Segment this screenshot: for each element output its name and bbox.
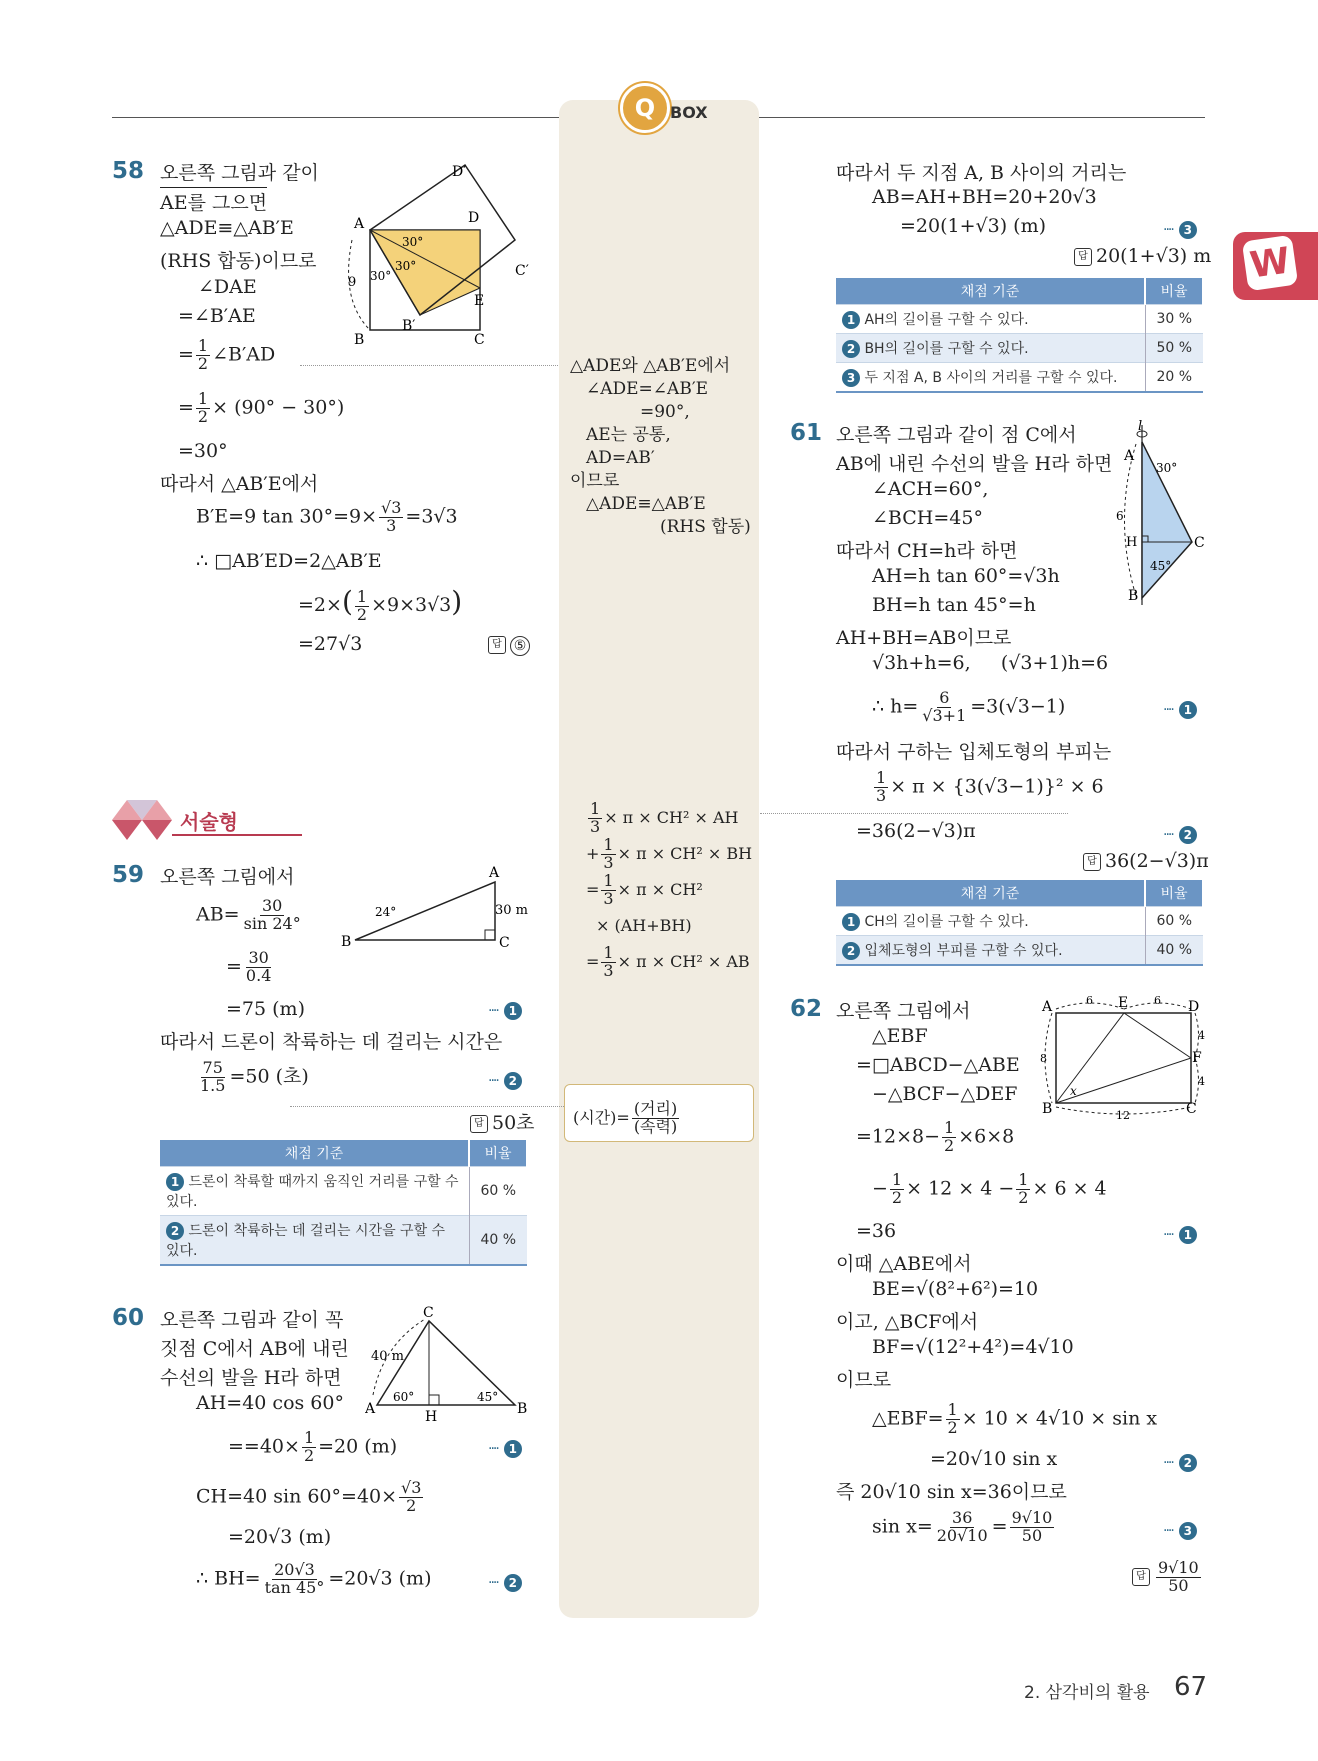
p61-line: 따라서 구하는 입체도형의 부피는 <box>836 741 1112 763</box>
fig-label: 8 <box>1040 1052 1047 1065</box>
essay-icon <box>112 800 172 840</box>
fig-label: B <box>517 1401 528 1417</box>
leader-line <box>300 365 558 366</box>
qbox-logo <box>620 83 670 133</box>
answer-icon: 답 <box>1083 853 1101 871</box>
p60-line: CH=40 sin 60°=40× $\frac{√3}{2}$ <box>196 1478 422 1515</box>
p60-figure <box>365 1305 535 1425</box>
fig-label: A <box>1042 999 1053 1015</box>
fig-label: 24° <box>375 905 397 919</box>
p59-answer: 답 50초 <box>470 1108 535 1135</box>
fig-label: D <box>468 210 480 226</box>
p61-line: AB에 내린 수선의 발을 H라 하면 <box>836 453 1113 475</box>
p61-line: ∴ h= $\frac{6}{√3+1}$ =3(√3−1) <box>872 688 1066 725</box>
p62-line: − $\frac{1}{2}$ × 12 × 4 − $\frac{1}{2}$ × 6 × 4 <box>872 1170 1107 1207</box>
p58-line: = $\frac{1}{2}$ × (90° − 30°) <box>178 389 345 426</box>
p60-line: ==40× $\frac{1}{2}$ =20 (m) <box>228 1428 398 1465</box>
p60-line: 수선의 발을 H라 하면 <box>160 1367 342 1389</box>
qbox-note-2: $\frac{1}{3}$ × π × CH² × AH + $\frac{1}{3}$ × π × CH² × BH = $\frac{1}{3}$ × π × CH² × (AH+BH) = $\frac{1}{3}$ × π × CH² × AB <box>586 799 753 980</box>
fig-label: C <box>474 332 485 348</box>
p62-line: sin x= $\frac{36}{20√10}$ = $\frac{9√10}{50}$ <box>872 1508 1053 1545</box>
essay-section-label: 서술형 <box>112 800 307 842</box>
fig-label: H <box>425 1409 438 1425</box>
p59-line: 따라서 드론이 착륙하는 데 걸리는 시간은 <box>160 1031 503 1053</box>
fig-label: l <box>1138 420 1143 434</box>
p58-line: (RHS 합동)이므로 <box>160 250 317 272</box>
p59-intro: 오른쪽 그림에서 <box>160 866 295 888</box>
p61-line: BH=h tan 45°=h <box>872 594 1036 616</box>
p60b-line: =20(1+√3) (m) <box>900 215 1047 237</box>
p59-grading-table: 채점 기준 비율 1 드론이 착륙할 때까지 움직인 거리를 구할 수 있다. 60 % 2 드론이 착륙하는 데 걸리는 시간을 구할 수 있다. 40 % <box>160 1140 528 1266</box>
p60-line: AH=40 cos 60° <box>196 1392 344 1414</box>
p62-line: 오른쪽 그림에서 <box>836 1000 971 1022</box>
fig-label: E <box>1118 995 1129 1011</box>
grading-row: 3 두 지점 A, B 사이의 거리를 구할 수 있다. 20 % <box>836 363 1203 393</box>
qbox-letter: Q <box>634 94 656 122</box>
p58-line: =30° <box>178 440 228 462</box>
p62-answer: 답 $\frac{9√10}{50}$ <box>1132 1560 1203 1595</box>
p62-line: △EBF= $\frac{1}{2}$ × 10 × 4√10 × sin x <box>872 1400 1158 1437</box>
problem-58-number: 58 <box>112 158 145 184</box>
p62-line: =□ABCD−△ABE <box>856 1054 1020 1076</box>
p62-line: △EBF <box>872 1025 928 1047</box>
fig-label: B <box>341 934 352 950</box>
fig-label: B <box>1042 1101 1053 1117</box>
qbox-note-3: (시간)= $\frac{\text{(거리)}}{\text{(속력)}}$ <box>564 1084 754 1142</box>
p62-line: −△BCF−△DEF <box>872 1083 1018 1105</box>
problem-61-number: 61 <box>790 420 823 446</box>
fig-label: 6 <box>1154 995 1161 1007</box>
fig-label: 4 <box>1198 1075 1205 1088</box>
p58-line: △ADE≡△AB′E <box>160 217 294 239</box>
grading-row: 1 AH의 길이를 구할 수 있다. 30 % <box>836 305 1203 334</box>
fig-label: C′ <box>515 263 529 279</box>
step-mark-2: ···· 2 <box>488 1570 522 1592</box>
fig-label: 60° <box>393 1390 415 1404</box>
fig-label: 45° <box>477 1390 499 1404</box>
problem-60-number: 60 <box>112 1305 145 1331</box>
leader-line <box>290 1106 564 1107</box>
problem-62-number: 62 <box>790 996 823 1022</box>
p61-line: ∠ACH=60°, <box>872 478 989 500</box>
p58-line: = $\frac{1}{2}$ ∠B′AD <box>178 336 276 373</box>
step-mark-1: ···· 1 <box>488 998 522 1020</box>
qbox-note-1: △ADE와 △AB′E에서 ∠ADE=∠AB′E =90°, AE는 공통, AD=AB′ 이므로 △ADE≡△AB′E (RHS 합동) <box>570 356 751 537</box>
p61-grading-table: 채점 기준 비율 1 CH의 길이를 구할 수 있다. 60 % 2 입체도형의 부피를 구할 수 있다. 40 % <box>836 880 1204 966</box>
answer-icon: 답 <box>470 1115 488 1133</box>
footer-section: 2. 삼각비의 활용 <box>1024 1683 1150 1703</box>
p58-answer: 답 ⑤ <box>488 633 530 656</box>
p62-figure <box>1036 995 1206 1120</box>
p61-line: AH+BH=AB이므로 <box>836 627 1012 649</box>
fig-label: B <box>354 332 365 348</box>
p62-line: 이므로 <box>836 1369 892 1391</box>
p60-line: =20√3 (m) <box>228 1526 332 1548</box>
fig-label: 12 <box>1116 1109 1130 1120</box>
answer-icon: 답 <box>1074 248 1092 266</box>
p61-line: $\frac{1}{3}$ × π × {3(√3−1)}² × 6 <box>876 768 1104 805</box>
p61-answer: 답 36(2−√3)π <box>1083 850 1209 872</box>
fig-label: H <box>1126 535 1138 550</box>
page-number: 67 <box>1174 1672 1208 1702</box>
fig-label: A <box>354 216 365 232</box>
problem-59-number: 59 <box>112 862 145 888</box>
p61-line: 오른쪽 그림과 같이 점 C에서 <box>836 424 1077 446</box>
p58-line: ∠DAE <box>198 276 257 298</box>
p60b-line: AB=AH+BH=20+20√3 <box>872 186 1097 208</box>
fig-label: 30° <box>370 269 392 283</box>
fig-label: 30° <box>1156 461 1178 475</box>
leader-line <box>760 813 1068 814</box>
p58-line: AE를 그으면 <box>160 187 267 215</box>
p62-line: =36 <box>856 1220 897 1242</box>
fig-label: B <box>1128 588 1139 604</box>
p62-line: BF=√(12²+4²)=4√10 <box>872 1336 1074 1358</box>
fig-label: 4 <box>1198 1029 1205 1042</box>
grading-row: 1 CH의 길이를 구할 수 있다. 60 % <box>836 907 1203 936</box>
p62-line: =12×8− $\frac{1}{2}$ ×6×8 <box>856 1118 1015 1155</box>
p62-line: 이때 △ABE에서 <box>836 1253 972 1275</box>
step-mark-3: ···· 3 <box>1163 1518 1197 1540</box>
fig-label: C <box>1186 1101 1197 1117</box>
step-mark-2: ···· 2 <box>488 1068 522 1090</box>
step-mark-1: ···· 1 <box>1163 697 1197 719</box>
fig-label: C <box>499 935 510 951</box>
p62-line: BE=√(8²+6²)=10 <box>872 1278 1039 1300</box>
fig-label: x <box>1070 1084 1077 1098</box>
p61-line: 따라서 CH=h라 하면 <box>836 540 1018 562</box>
answer-icon: 답 <box>1132 1568 1150 1586</box>
fig-label: A <box>1124 448 1135 464</box>
answer-icon: 답 <box>488 636 506 654</box>
p58-line: 오른쪽 그림과 같이 <box>160 162 319 184</box>
fig-label: 45° <box>1150 559 1172 573</box>
fig-label: 6 <box>1086 995 1093 1007</box>
step-mark-2: ···· 2 <box>1163 822 1197 844</box>
fig-label: 30 m <box>495 903 529 918</box>
fig-label: A <box>365 1401 376 1417</box>
p61-line: AH=h tan 60°=√3h <box>872 565 1060 587</box>
p60b-answer: 답 20(1+√3) m <box>1074 245 1211 267</box>
p60b-line: 따라서 두 지점 A, B 사이의 거리는 <box>836 162 1127 184</box>
fig-label: 30° <box>402 235 424 249</box>
p59-line: =75 (m) <box>226 998 305 1020</box>
fig-label: F <box>1192 1050 1202 1066</box>
p61-line: ∠BCH=45° <box>872 507 983 529</box>
fig-label: B′ <box>402 318 416 334</box>
fig-label: 40 m <box>371 1349 405 1364</box>
p61-line: =36(2−√3)π <box>856 820 976 842</box>
step-mark-2: ···· 2 <box>1163 1450 1197 1472</box>
p59-figure <box>335 862 535 952</box>
step-mark-1: ···· 1 <box>1163 1222 1197 1244</box>
fig-label: A <box>489 865 500 881</box>
p62-line: 이고, △BCF에서 <box>836 1311 979 1333</box>
p58-line: ∴ □AB′ED=2△AB′E <box>196 550 382 572</box>
p60-line: 오른쪽 그림과 같이 꼭 <box>160 1309 344 1331</box>
p60-line: 짓점 C에서 AB에 내린 <box>160 1338 349 1360</box>
p61-line: √3h+h=6, (√3+1)h=6 <box>872 652 1109 674</box>
step-mark-3: ···· 3 <box>1163 217 1197 239</box>
grading-row: 2 드론이 착륙하는 데 걸리는 시간을 구할 수 있다. 40 % <box>160 1216 527 1266</box>
side-tab <box>1233 232 1318 300</box>
side-tab-letter: W <box>1242 235 1298 291</box>
p59-line: = $\frac{30}{0.4}$ <box>226 948 272 985</box>
p61-figure <box>1108 420 1208 610</box>
p60-grading-table: 채점 기준 비율 1 AH의 길이를 구할 수 있다. 30 % 2 BH의 길이를 구할 수 있다. 50 % 3 두 지점 A, B 사이의 거리를 구할 수 있다. 20 % <box>836 278 1204 393</box>
fig-label: 9 <box>348 275 357 290</box>
p62-line: =20√10 sin x <box>930 1448 1058 1470</box>
fig-label: C <box>1194 535 1205 551</box>
grading-row: 2 BH의 길이를 구할 수 있다. 50 % <box>836 334 1203 363</box>
p58-line: 따라서 △AB′E에서 <box>160 473 319 495</box>
fig-label: D′ <box>452 164 467 180</box>
grading-row: 1 드론이 착륙할 때까지 움직인 거리를 구할 수 있다. 60 % <box>160 1167 527 1216</box>
p59-line: AB= $\frac{30}{\sin 24^\circ}$ <box>196 896 301 933</box>
fig-label: 30° <box>395 259 417 273</box>
p58-line: =2×( $\frac{1}{2}$ ×9×3√3) <box>298 585 463 624</box>
p58-line: =27√3 <box>298 633 363 655</box>
p60-line: ∴ BH= $\frac{20√3}{\tan 45^\circ}$ =20√3 (m) <box>196 1560 432 1597</box>
step-mark-1: ···· 1 <box>488 1436 522 1458</box>
p59-line: $\frac{75}{1.5}$ =50 (초) <box>200 1058 309 1095</box>
p58-line: B′E=9 tan 30°=9× $\frac{√3}{3}$ =3√3 <box>196 498 458 535</box>
p62-line: 즉 20√10 sin x=36이므로 <box>836 1481 1067 1503</box>
grading-row: 2 입체도형의 부피를 구할 수 있다. 40 % <box>836 936 1203 966</box>
qbox-label: BOX <box>670 103 708 122</box>
p58-figure <box>340 160 540 350</box>
fig-label: C <box>423 1305 434 1321</box>
fig-label: E <box>474 293 485 309</box>
fig-label: 6 <box>1116 509 1124 523</box>
p58-line: =∠B′AE <box>178 305 256 327</box>
fig-label: D <box>1188 999 1200 1015</box>
